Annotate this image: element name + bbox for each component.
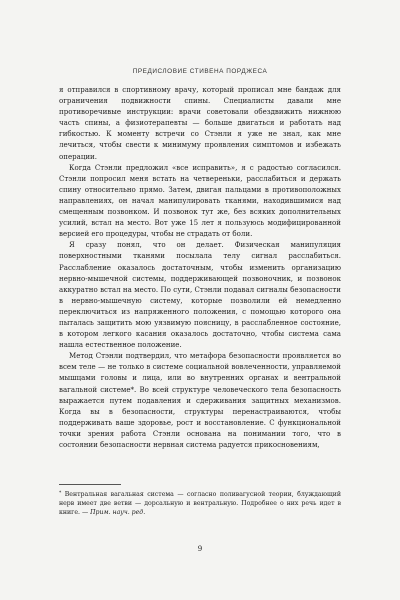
footnote-divider xyxy=(59,484,121,485)
paragraph-1: я отправился в спортивному врачу, который прописал мне бандаж для ограничения подвижности спины. Специалисты давали мне противоречивые инструкции: врачи советовали обездвижить нижнюю часть спины, а физиотерапевты — больше двигаться и работать над гибкостью. К моменту встречи со Стэнли я уже не знал, как мне лечиться, чтобы свести к минимуму проявления симптомов и избежать операции. xyxy=(59,85,341,161)
paragraph-2: Когда Стэнли предложил «все исправить», я с радостью согласился. Стэнли попросил меня встать на четвереньки, расслабиться и держать спину относительно прямо. Затем, двигая пальцами в противоположных направлениях, он начал манипулировать тканями, находившимися над смещенным позвонком. И позвонок тут же, без всяких дополнительных усилий, встал на место. Вот уже 15 лет я пользуюсь модифицированной версией его процедуры, чтобы не страдать от боли. xyxy=(59,162,341,239)
body-text xyxy=(59,84,341,450)
footnote xyxy=(59,489,341,518)
footnote-mark: * xyxy=(59,491,62,496)
paragraph-3: Я сразу понял, что он делает. Физическая манипуляция поверхностными тканями посылала телу сигнал расслабиться. Расслабление оказалось достаточным, чтобы изменить организацию нервно-мышечной системы, поддерживающей позвоночник, и позвонок аккуратно встал на место. По сути, Стэнли подавал сигналы безопасности в нервно-мышечную систему, которые позволили ей немедленно переключиться из напряженного положения, с помощью которого она пыталась защитить мою уязвимую поясницу, в расслабленное состояние, в котором легкого касания оказалось достаточно, чтобы система сама нашла естественное положение. xyxy=(59,240,341,350)
footnote-editor-note: Прим. науч. ред. xyxy=(90,509,146,517)
footnote-text: Вентральная вагальная система — согласно поливагусной теории, блуждающий нерв имеет две ветви — дорсальную и вентральную. Подробнее о них речь идет в книге. — xyxy=(59,491,342,517)
paragraph-4: Метод Стэнли подтвердил, что метафора безопасности проявляется во всем теле — не только в системе социальной вовлеченности, управляемой мышцами головы и лица, или во внутренних органах и вентральной вагальной системе*. Во всей структуре человеческого тела безопасность выражается путем подавления и сдерживания защитных механизмов. Когда вы в безопасности, структуры перенастраиваются, чтобы поддерживать ваше здоровье, рост и восстановление. С функциональной точки зрения работа Стэнли основана на понимании того, что в состоянии безопасности нервная система радуется прикосновениям, xyxy=(59,351,341,449)
page-number: 9 xyxy=(197,545,203,553)
running-header: ПРЕДИСЛОВИЕ СТИВЕНА ПОРДЖЕСА xyxy=(132,68,268,75)
